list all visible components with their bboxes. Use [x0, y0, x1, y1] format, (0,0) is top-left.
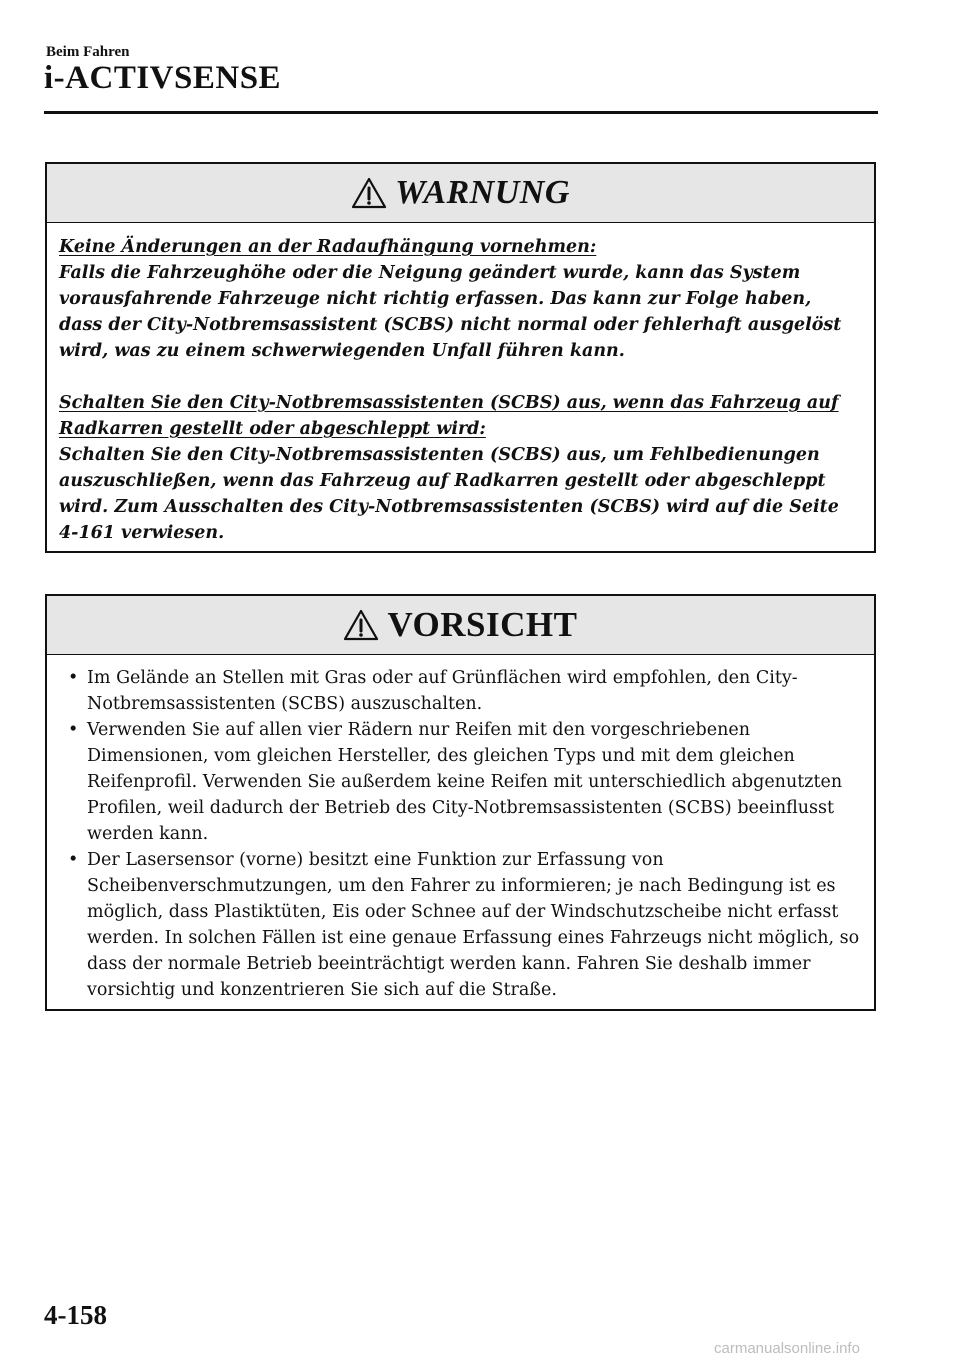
warning-heading-towing: Schalten Sie den City-Notbremsassistenten (SCBS) aus, wenn das Fahrzeug auf Radkarren gestellt oder abgeschleppt wird: [59, 393, 839, 439]
list-item [65, 847, 860, 1003]
warning-triangle-icon [343, 609, 379, 641]
warning-box [45, 162, 876, 553]
warning-text-towing: Schalten Sie den City-Notbremsassistenten (SCBS) aus, um Fehlbedienungen auszuschließen, wenn das Fahrzeug auf Radkarren gestellt oder abgeschleppt wird. Zum Ausschalten des City-Notbremsassistenten (SCBS) wird auf die Seite 4-161 verwiesen. [59, 445, 839, 543]
header-divider [44, 111, 878, 114]
caution-box-header [47, 596, 874, 655]
caution-list [65, 665, 860, 1003]
paragraph-spacer [59, 364, 860, 390]
warning-heading-suspension: Keine Änderungen an der Radaufhängung vornehmen: [59, 237, 597, 257]
watermark: carmanualsonline.info [714, 1340, 860, 1357]
warning-box-header [47, 164, 874, 223]
bullet: • [68, 850, 79, 870]
caution-body [47, 655, 874, 1003]
caution-item-text: Im Gelände an Stellen mit Gras oder auf Grünflächen wird empfohlen, den City-Notbremsassistenten (SCBS) auszuschalten. [87, 668, 798, 714]
warning-triangle-icon [351, 177, 387, 209]
warning-body [47, 223, 874, 546]
caution-item-text: Verwenden Sie auf allen vier Rädern nur Reifen mit den vorgeschriebenen Dimensionen, vom gleichen Hersteller, des gleichen Typs und mit dem gleichen Reifenprofil. Verwenden Sie außerdem keine Reifen mit unterschiedlich abgenutzten Profilen, weil dadurch der Betrieb des City-Notbremsassistenten (SCBS) beeinflusst werden kann. [87, 720, 843, 844]
list-item [65, 665, 860, 717]
caution-item-text: Der Lasersensor (vorne) besitzt eine Funktion zur Erfassung von Scheibenverschmutzungen, um den Fahrer zu informieren; je nach Bedingung ist es möglich, dass Plastiktüten, Eis oder Schnee auf der Windschutzscheibe nicht erfasst werden. In solchen Fällen ist eine genaue Erfassung eines Fahrzeugs nicht möglich, so dass der normale Betrieb beeinträchtigt werden kann. Fahren Sie deshalb immer vorsichtig und konzentrieren Sie sich auf die Straße. [87, 850, 860, 1000]
warning-label: WARNUNG [395, 174, 570, 211]
bullet: • [68, 720, 79, 740]
page-title: i-ACTIVSENSE [44, 60, 282, 96]
caution-label: VORSICHT [387, 605, 578, 644]
page-number: 4-158 [44, 1300, 107, 1330]
bullet: • [68, 668, 79, 688]
caution-box [45, 594, 876, 1011]
list-item [65, 717, 860, 847]
warning-text-suspension: Falls die Fahrzeughöhe oder die Neigung geändert wurde, kann das System vorausfahrende Fahrzeuge nicht richtig erfassen. Das kann zur Folge haben, dass der City-Notbremsassistent (SCBS) nicht normal oder fehlerhaft ausgelöst wird, was zu einem schwerwiegenden Unfall führen kann. [59, 263, 842, 361]
section-label: Beim Fahren [46, 44, 130, 60]
